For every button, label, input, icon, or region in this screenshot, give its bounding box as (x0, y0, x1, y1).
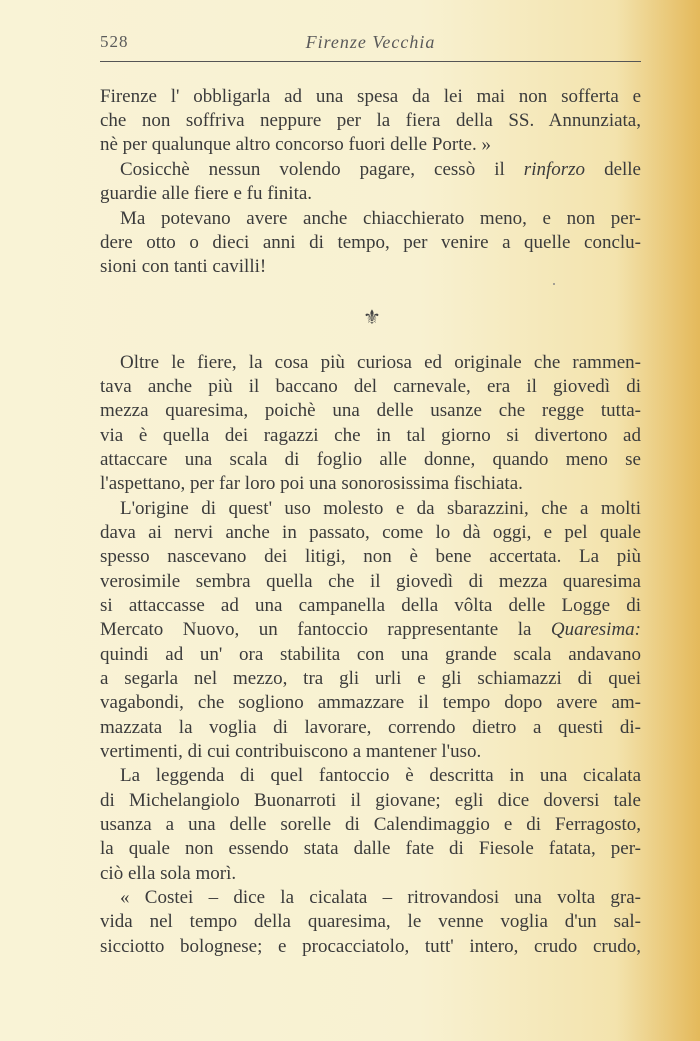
text-line: L'origine di quest' uso molesto e da sbarazzini, che a molti (120, 498, 641, 519)
text-line: dava ai nervi anche in passato, come lo dà oggi, e pel quale (100, 522, 641, 543)
page-number: 528 (100, 32, 129, 51)
text-line: « Costei – dice la cicalata – ritrovandosi una volta gra- (120, 887, 641, 908)
text-line: La leggenda di quel fantoccio è descritta in una cicalata (120, 765, 641, 786)
text-line: la quale non essendo stata dalle fate di Fiesole fatata, per- (100, 838, 641, 859)
text-line: ciò ella sola morì. (100, 863, 237, 884)
page-header (100, 32, 641, 60)
text-line: Cosicchè nessun volendo pagare, cessò il rinforzo delle (120, 159, 641, 180)
header-rule (100, 61, 641, 62)
fleur-de-lis-icon: ⚜ (363, 305, 381, 329)
text-line: a segarla nel mezzo, tra gli urli e gli schiamazzi di quei (100, 668, 641, 689)
italic-word: rinforzo (523, 159, 586, 180)
text-line: si attaccasse ad una campanella della vôlta delle Logge di (100, 595, 641, 616)
text-line: Ma potevano avere anche chiacchierato meno, e non per- (120, 208, 641, 229)
text-line: quindi ad un' ora stabilita con una grande scala andavano (100, 644, 641, 665)
text-line: vertimenti, di cui contribuiscono a mantener l'uso. (100, 741, 482, 762)
italic-word: Quaresima: (550, 619, 641, 640)
text-line: Mercato Nuovo, un fantoccio rappresentante la Quaresima: (100, 619, 641, 640)
text-line: verosimile sembra quella che il giovedì di mezza quaresima (100, 571, 641, 592)
text-line: usanza a una delle sorelle di Calendimaggio e di Ferragosto, (100, 814, 641, 835)
text-line: attaccare una scala di foglio alle donne, quando meno se (100, 449, 641, 470)
paper-speck (553, 283, 555, 285)
text-line: nè per qualunque altro concorso fuori delle Porte. » (100, 134, 491, 155)
text-line: vagabondi, che sogliono ammazzare il tempo dopo avere am- (100, 692, 641, 713)
text-line: mezza quaresima, poichè una delle usanze che regge tutta- (100, 400, 641, 421)
text-line: di Michelangiolo Buonarroti il giovane; egli dice doversi tale (100, 790, 641, 811)
text-line: l'aspettano, per far loro poi una sonorosissima fischiata. (100, 473, 523, 494)
text-line: Firenze l' obbligarla ad una spesa da lei mai non sofferta e (100, 86, 641, 107)
text-line: sicciotto bolognese; e procacciatolo, tutt' intero, crudo crudo, (100, 936, 641, 957)
text-line: guardie alle fiere e fu finita. (100, 183, 313, 204)
text-line: sioni con tanti cavilli! (100, 256, 267, 277)
text-line: dere otto o dieci anni di tempo, per venire a quelle conclu- (100, 232, 641, 253)
text-line: che non soffriva neppure per la fiera della SS. Annunziata, (100, 110, 641, 131)
text-line: spesso nascevano dei litigi, non è bene accertata. La più (100, 546, 641, 567)
text-line: mazzata la voglia di lavorare, correndo dietro a questi di- (100, 717, 641, 738)
text-line: tava anche più il baccano del carnevale, era il giovedì di (100, 376, 641, 397)
text-line: via è quella dei ragazzi che in tal giorno si divertono ad (100, 425, 641, 446)
text-line: Oltre le fiere, la cosa più curiosa ed originale che rammen- (120, 352, 641, 373)
text-line: vida nel tempo della quaresima, le venne voglia d'un sal- (100, 911, 641, 932)
running-title: Firenze Vecchia (305, 32, 436, 52)
